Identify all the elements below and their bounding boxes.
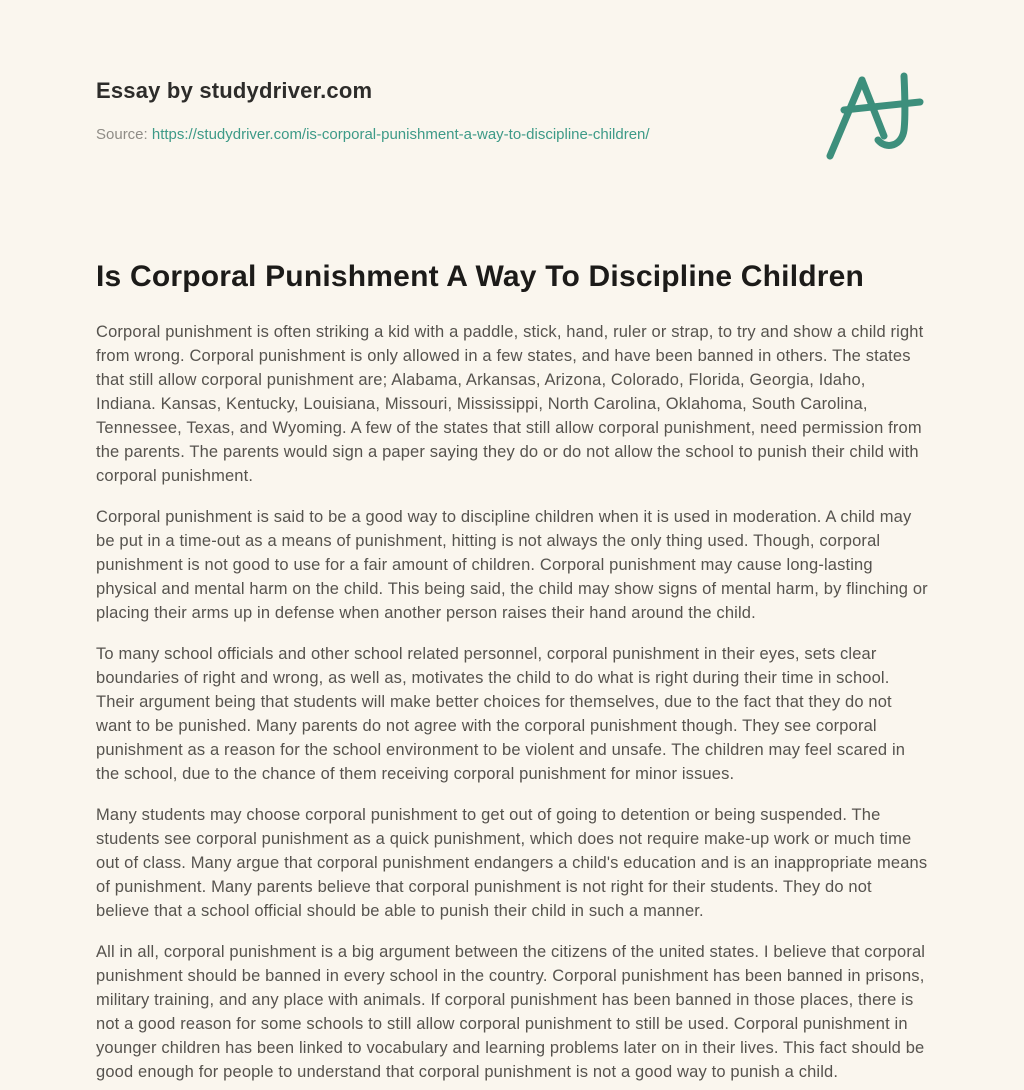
byline: Essay by studydriver.com (96, 78, 373, 103)
page-title: Is Corporal Punishment A Way To Discipline Children (96, 260, 865, 293)
essay-paragraph: To many school officials and other school related personnel, corporal punishment in their eyes, sets clear boundaries of right and wrong, as well as, motivates the child to do what is right during their time in school. Their argument being that students will make better choices for themselves, due to the fact that they do not want to be punished. Many parents do not agree with the corporal punishment though. They see corporal punishment as a reason for the school environment to be violent and unsafe. The children may feel scared in the school, due to the chance of them receiving corporal punishment for minor issues. (96, 645, 906, 783)
essay-paragraph: Corporal punishment is often striking a kid with a paddle, stick, hand, ruler or strap, to try and show a child right from wrong. Corporal punishment is only allowed in a few states, and have been banned in others. The states that still allow corporal punishment are; Alabama, Arkansas, Arizona, Colorado, Florida, Georgia, Idaho, Indiana. Kansas, Kentucky, Louisiana, Missouri, Mississippi, North Carolina, Oklahoma, South Carolina, Tennessee, Texas, and Wyoming. A few of the states that still allow corporal punishment, need permission from the parents. The parents would sign a paper saying they do or do not allow the school to punish their child with corporal punishment. (96, 323, 924, 485)
studydriver-logo-icon (822, 68, 934, 164)
source-line (96, 126, 650, 143)
essay-paragraph: All in all, corporal punishment is a big argument between the citizens of the united states. I believe that corporal punishment should be banned in every school in the country. Corporal punishment has been banned in prisons, military training, and any place with animals. If corporal punishment has been banned in those places, there is not a good reason for some schools to still allow corporal punishment to still be used. Corporal punishment in younger children has been linked to vocabulary and learning problems later on in their lives. This fact should be good enough for people to understand that corporal punishment is not a good way to punish a child. (96, 943, 926, 1081)
article (96, 260, 928, 1084)
header-left (96, 74, 650, 143)
essay-paragraph: Corporal punishment is said to be a good way to discipline children when it is used in moderation. A child may be put in a time-out as a means of punishment, hitting is not always the only thing used. Though, corporal punishment is not good to use for a fair amount of children. Corporal punishment may cause long-lasting physical and mental harm on the child. This being said, the child may show signs of mental harm, by flinching or placing their arms up in defense when another person raises their hand around the child. (96, 508, 928, 622)
source-label: Source: (96, 126, 148, 143)
essay-paragraph: Many students may choose corporal punishment to get out of going to detention or being suspended. The students see corporal punishment as a quick punishment, which does not require make-up work or much time out of class. Many argue that corporal punishment endangers a child's education and is an inappropriate means of punishment. Many parents believe that corporal punishment is not right for their students. They do not believe that a school official should be able to punish their child in such a manner. (96, 806, 928, 920)
essay-body (96, 320, 928, 1084)
page-header (96, 74, 928, 164)
source-url-link[interactable]: https://studydriver.com/is-corporal-punishment-a-way-to-discipline-children/ (151, 126, 650, 143)
